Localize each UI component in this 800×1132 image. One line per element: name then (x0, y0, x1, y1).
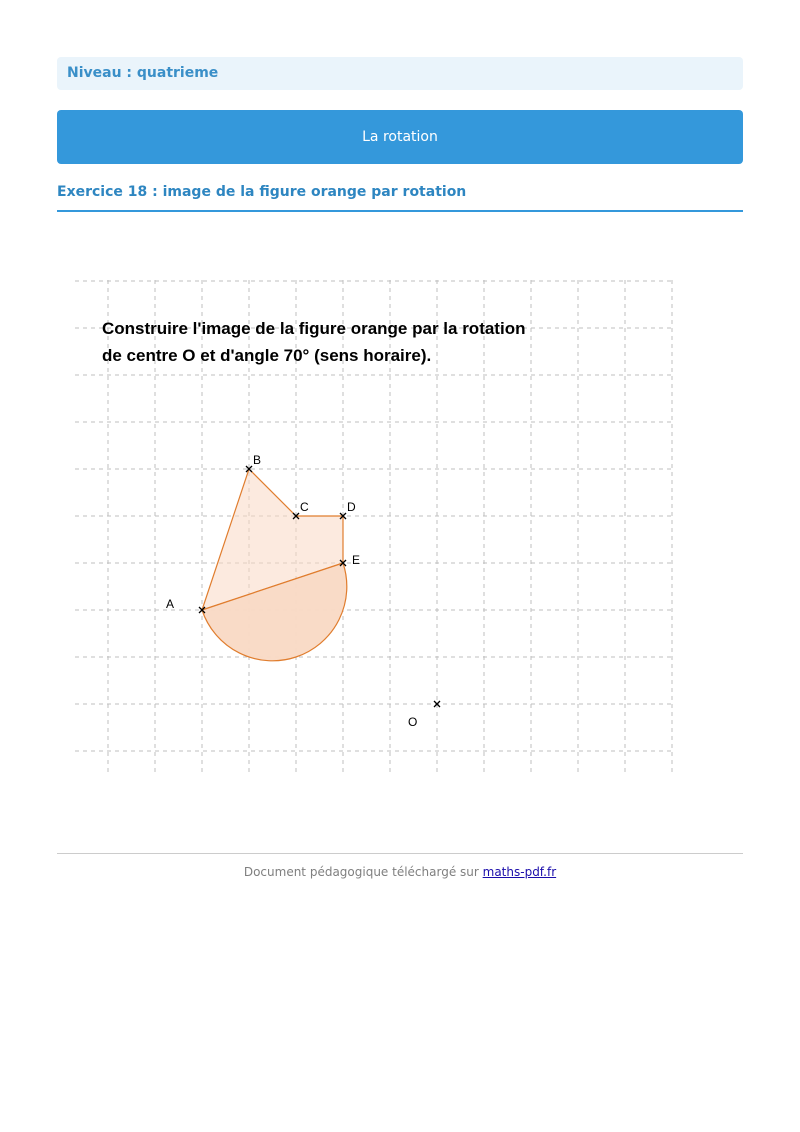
point-b-label: B (253, 453, 262, 467)
level-bar (57, 57, 743, 90)
footer (57, 865, 743, 879)
footer-link[interactable]: maths-pdf.fr (482, 865, 557, 879)
footer-text: Document pédagogique téléchargé sur (243, 865, 483, 879)
exercise-figure (57, 260, 697, 790)
point-c-label: C (300, 500, 309, 514)
chapter-title: La rotation (362, 129, 438, 145)
point-a-label: A (166, 597, 175, 611)
level-label: Niveau : quatrieme (67, 65, 219, 81)
point-e-label: E (352, 553, 361, 567)
instruction-line-1: Construire l'image de la figure orange par la rotation (102, 319, 526, 338)
exercise-title: Exercice 18 : image de la figure orange par rotation (57, 184, 743, 212)
instruction-line-2: de centre O et d'angle 70° (sens horaire). (102, 346, 432, 365)
point-o-label: O (408, 715, 418, 729)
chapter-banner (57, 110, 743, 164)
footer-divider (57, 853, 743, 854)
point-d-label: D (347, 500, 356, 514)
